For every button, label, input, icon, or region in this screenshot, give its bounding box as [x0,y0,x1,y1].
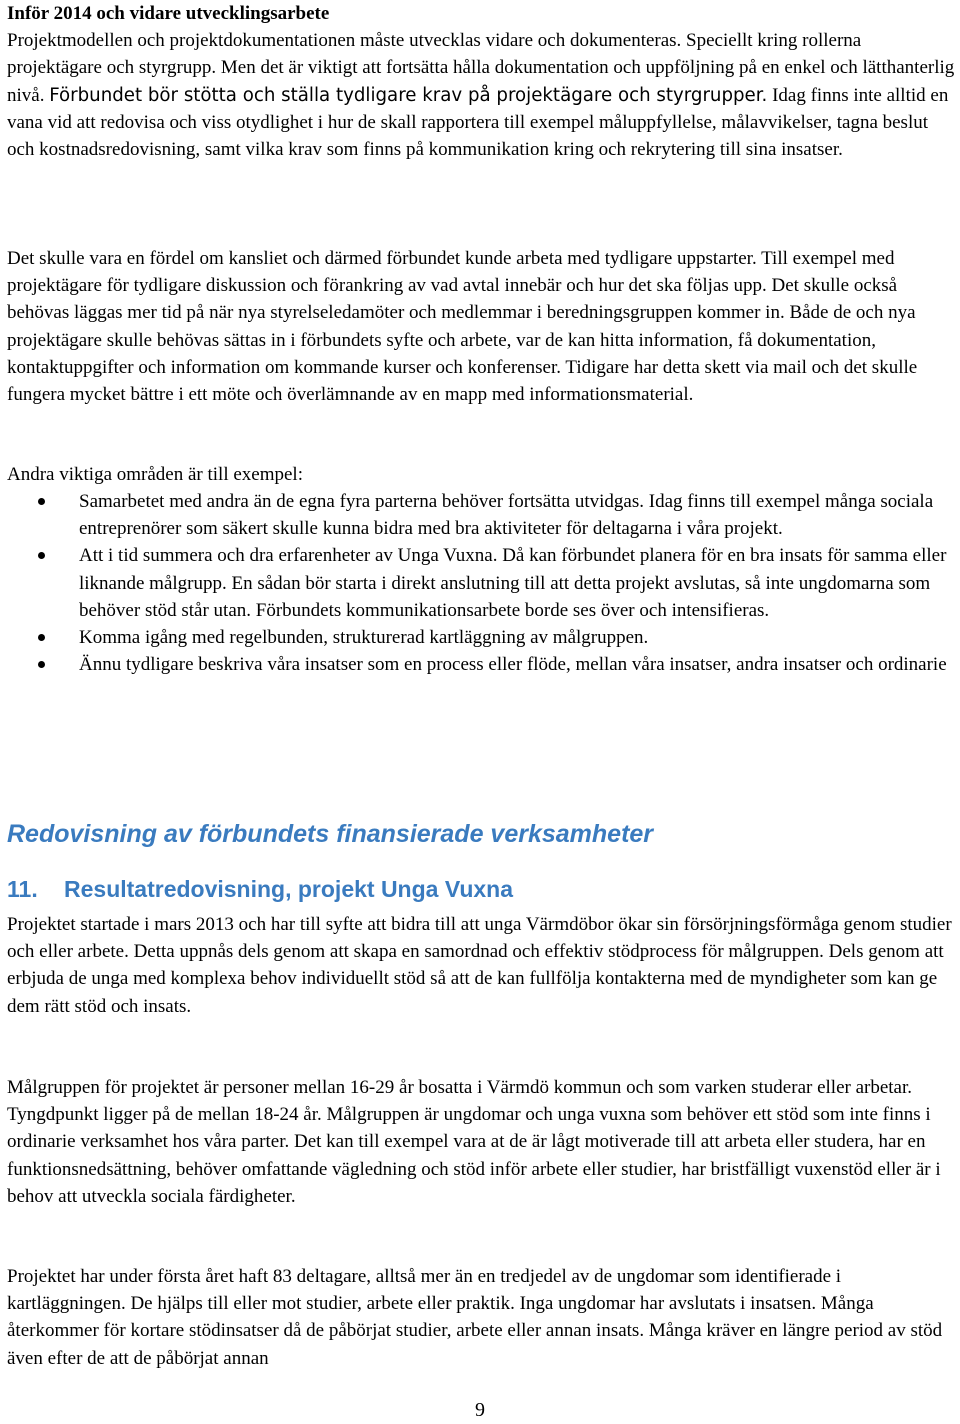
page-number: 9 [475,1399,485,1421]
bullet-icon [38,634,45,641]
intro-text-2: Idag finns inte alltid en vana vid att redovisa och viss otydlighet i hur de skall rapportera till exempel måluppfyllelse, målavvikelser, tagna beslut och kostnadsredovisning, samt vilka krav som finns på kommunikation kring och rekrytering till sina insatser. [7,84,949,161]
subsection-title: Resultatredovisning, projekt Unga Vuxna [64,876,514,902]
bullet-icon [38,661,45,668]
paragraph-uppstarter: Det skulle vara en fördel om kansliet och därmed förbundet kunde arbeta med tydligare uppstarter. Till exempel med projektägare för tydligare diskussion och förankring av vad avtal innebär och hur det ska följas upp. Det skulle också behövas läggas mer tid på när nya styrelseledamöter och medlemmar i beredningsgruppen kommer in. Både de och nya projektägare skulle behövas sättas in i förbundets syfte och arbete, var de kan hitta information, få dokumentation, kontaktuppgifter och information om kommande kurser och konferenser. Tidigare har detta skett via mail och det skulle fungera mycket bättre i ett möte och överlämnande av en mapp med informationsmaterial. [7,248,918,406]
body-paragraph-2: Målgruppen för projektet är personer mellan 16-29 år bosatta i Värmdö kommun och som varken studerar eller arbetar. Tyngdpunkt ligger på de mellan 18-24 år. Målgruppen är ungdomar och unga vuxna som behöver ett stöd som inte finns i ordinarie verksamhet hos våra parter. Det kan till exempel vara at de är lågt motiverade till att arbeta eller studera, har en funktionsnedsättning, behöver omfattande vägledning och stöd inför arbete eller studier, har bristfälligt vuxenstöd eller är i behov att utveckla sociala färdigheter. [7,1077,941,1207]
bullet-icon [38,552,45,559]
bullet-icon [38,498,45,505]
bullet-list [0,488,955,678]
list-item: Ännu tydligare beskriva våra insatser som en process eller flöde, mellan våra insatser, andra insatser och ordinarie [0,651,955,678]
intro-text-sans: Förbundet bör stötta och ställa tydligare krav på projektägare och styrgrupper. [49,84,768,106]
list-item: Samarbetet med andra än de egna fyra parterna behöver fortsätta utvidgas. Idag finns till exempel många sociala entreprenörer som säkert skulle kunna bidra med bra aktiviteter för deltagarna i våra projekt. [0,488,955,542]
subsection-number: 11. [7,876,38,902]
list-intro: Andra viktiga områden är till exempel: [7,464,303,485]
intro-heading: Inför 2014 och vidare utvecklingsarbete [7,3,330,24]
intro-paragraph [7,0,955,163]
intro-text-1: Projektmodellen och projektdokumentationen måste utvecklas vidare och dokumenteras. Speciellt kring rollerna projektägare och styrgrupp. Men det är viktigt att fortsätta hålla dokumentation och uppföljning på en enkel och lätthanterlig nivå. [7,30,955,106]
list-item: Att i tid summera och dra erfarenheter av Unga Vuxna. Då kan förbundet planera för en bra insats för samma eller liknande målgrupp. En sådan bör starta i direkt anslutning till att detta projekt avslutas, så inte ungdomarna som behöver stöd står utan. Förbundets kommunikationsarbete borde ses över och intensifieras. [0,542,955,624]
section-heading: Redovisning av förbundets finansierade verksamheter [7,820,654,848]
subsection-heading [7,873,513,905]
body-paragraph-3: Projektet har under första året haft 83 deltagare, alltså mer än en tredjedel av de ungdomar som identifierade i kartläggningen. De hjälps till eller mot studier, arbete eller praktik. Inga ungdomar har avslutats i insatsen. Många återkommer för kortare stödinsatser då de påbörjat studier, arbete eller annan insats. Många kräver en längre period av stöd även efter de att de påbörjat annan [7,1266,943,1369]
list-item: Komma igång med regelbunden, strukturerad kartläggning av målgruppen. [0,624,955,651]
body-paragraph-1: Projektet startade i mars 2013 och har till syfte att bidra till att unga Värmdöbor ökar sin försörjningsförmåga genom studier och eller arbete. Detta uppnås dels genom att skapa en samordnad och effektiv stödprocess för målgruppen. Dels genom att erbjuda de unga med komplexa behov individuellt stöd så att de kan fullfölja kontakterna med de myndigheter som kan ge dem rätt stöd och insats. [7,914,952,1017]
